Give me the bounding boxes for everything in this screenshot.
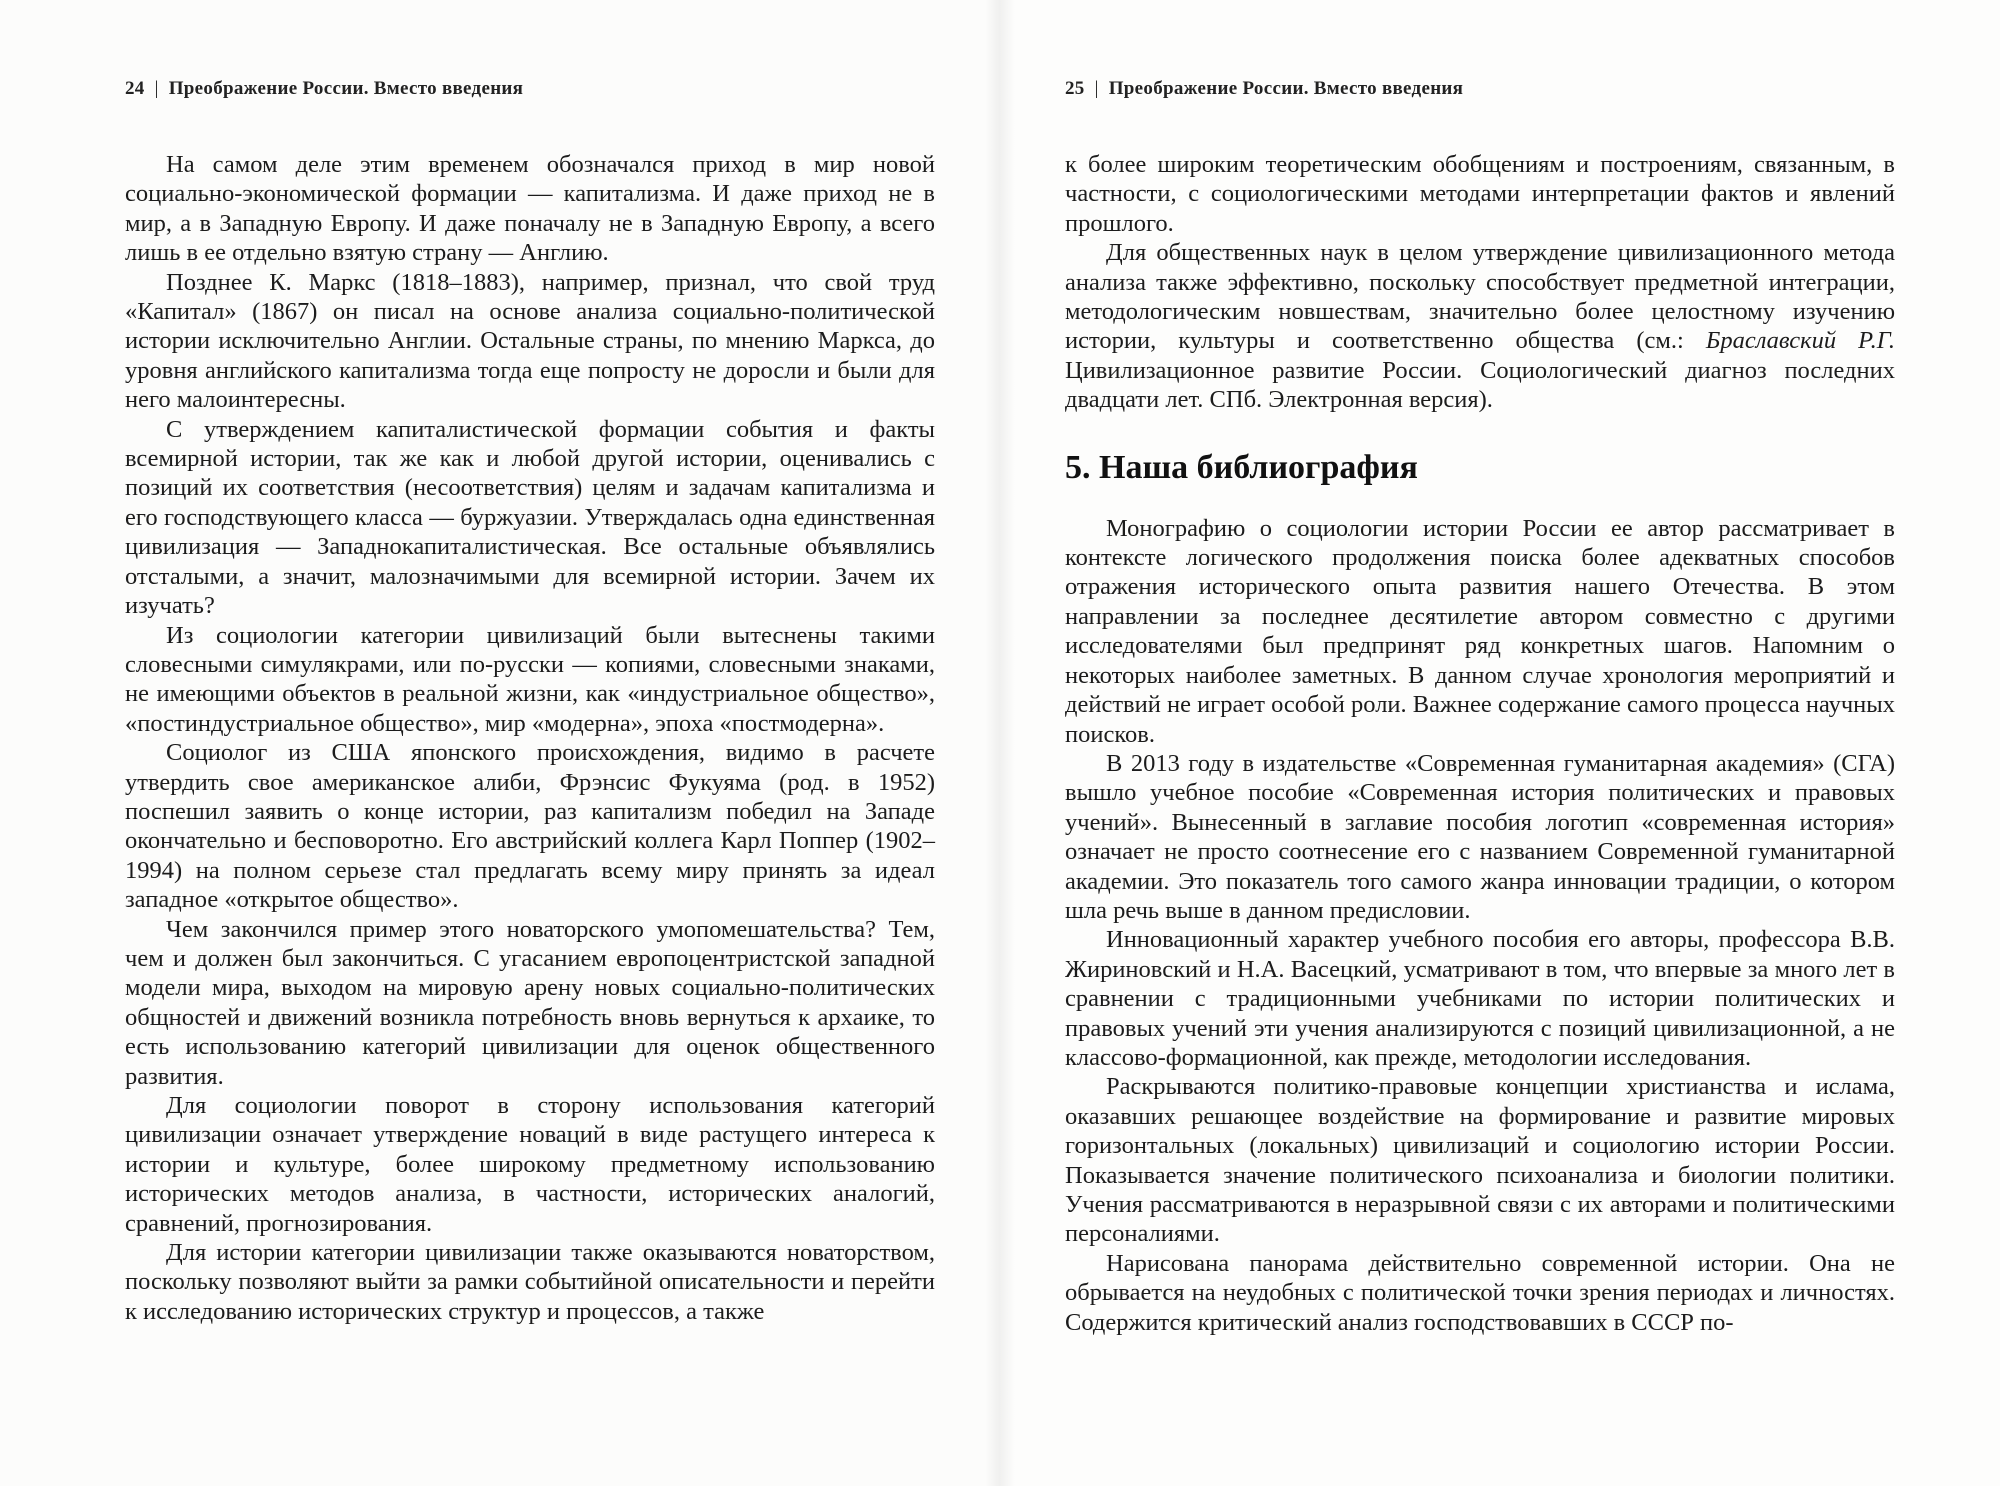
right-page-content — [1000, 0, 2000, 1486]
section-heading: 5. Наша библиография — [1065, 448, 1418, 486]
right-paragraph: В 2013 году в издательстве «Современная гуманитарная академия» (СГА) вышло учебное пособие «Современная история политических и правовых учений». Вынесенный в заглавие пособия логотип «современная история» означает не просто соотнесение его с названием Современной гуманитарной академии. Это показатель того самого жанра инновации традиции, о котором шла речь выше в данном предисловии. — [1065, 749, 1895, 924]
left-text-column — [125, 150, 935, 1326]
left-header-separator: | — [154, 78, 159, 99]
right-paragraph: Раскрываются политико-правовые концепции христианства и ислама, оказавших решающее воздействие на формирование и развитие мировых горизонтальных (локальных) цивилизаций и социологию истории России. Показывается значение политического психоанализа и биологии политики. Учения рассматриваются в неразрывной связи с их авторами и политическими персоналиями. — [1065, 1073, 1895, 1248]
left-paragraph: Социолог из США японского происхождения, видимо в расчете утвердить свое американское алиби, Фрэнсис Фукуяма (род. в 1952) поспешил заявить о конце истории, раз капитализм победил на Западе окончательно и бесповоротно. Его австрийский коллега Карл Поппер (1902–1994) на полном серьезе стал предлагать всему миру принять за идеал западное «открытое общество». — [125, 739, 935, 914]
continuation-paragraph: к более широким теоретическим обобщениям и построениям, связанным, в частности, с социологическими методами интерпретации фактов и явлений прошлого. — [1065, 151, 1895, 237]
para-text-end: Цивилизационное развитие России. Социологический диагноз последних двадцати лет. СПб. Электронная версия). — [1065, 356, 1895, 414]
right-paragraph: Нарисована панорама действительно современной истории. Она не обрывается на неудобных с политической точки зрения периодах и личностях. Содержится критический анализ господствовавших в СССР по- — [1065, 1249, 1895, 1336]
left-running-head — [125, 78, 523, 100]
left-running-title: Преображение России. Вместо введения — [168, 78, 524, 99]
right-page-number: 25 — [1065, 78, 1085, 99]
right-paragraph — [1065, 238, 1895, 414]
left-paragraph: С утверждением капиталистической формации события и факты всемирной истории, так же как и любой другой истории, оценивались с позиций их соответствия (несоответствия) целям и задачам капитализма и его господствующего класса — буржуазии. Утверждалась одна единственная цивилизация — Западнокапиталистическая. Все остальные объявлялись отсталыми, а значит, малозначимыми для всемирной истории. Зачем их изучать? — [125, 415, 935, 620]
left-paragraph: Чем закончился пример этого новаторского умопомешательства? Тем, чем и должен был закончиться. С угасанием европоцентристской западной модели мира, выходом на мировую арену новых социально-политических общностей и движений возникла потребность вновь вернуться к архаике, то есть использованию категорий цивилизации для оценок общественного развития. — [125, 915, 935, 1090]
para-text-start: Для общественных наук в целом утверждение цивилизационного метода анализа также эффективно, поскольку способствует предметной интеграции, методологическим новшествам, значительно более целостному изучению истории, культуры и соответственно общества (см.: — [1065, 239, 1895, 355]
left-paragraph: Для социологии поворот в сторону использования категорий цивилизации означает утверждение новаций в виде растущего интереса к истории и культуре, более широкому предметному использованию исторических методов анализа, в частности, исторических аналогий, сравнений, прогнозирования. — [125, 1092, 935, 1237]
left-paragraph: Позднее К. Маркс (1818–1883), например, признал, что свой труд «Капитал» (1867) он писал на основе анализа социально-политической истории исключительно Англии. Остальные страны, по мнению Маркса, до уровня английского капитализма тогда еще попросту не доросли и были для него малоинтересны. — [125, 268, 935, 414]
right-header-separator: | — [1094, 78, 1099, 99]
left-paragraph: Для истории категории цивилизации также оказываются новаторством, поскольку позволяют выйти за рамки событийной описательности и перейти к исследованию исторических структур и процессов, а также — [125, 1239, 935, 1325]
author-citation: Браславский Р.Г. — [1705, 327, 1895, 355]
left-paragraph: На самом деле этим временем обозначался приход в мир новой социально-экономической формации — капитализма. И даже приход не в мир, а в Западную Европу. И даже поначалу не в Западную Европу, а всего лишь в ее отдельно взятую страну — Англию. — [125, 151, 935, 267]
left-page-number: 24 — [125, 78, 145, 99]
right-running-title: Преображение России. Вместо введения — [1108, 78, 1464, 99]
right-running-head — [1065, 78, 1463, 100]
left-paragraph: Из социологии категории цивилизаций были вытеснены такими словесными симулякрами, или по-русски — копиями, словесными знаками, не имеющими объектов в реальной жизни, как «индустриальное общество», «постиндустриальное общество», мир «модерна», эпоха «постмодерна». — [125, 621, 935, 737]
right-text-column — [1065, 150, 1895, 1337]
right-paragraph: Инновационный характер учебного пособия его авторы, профессора В.В. Жириновский и Н.А. Васецкий, усматривают в том, что впервые за много лет в сравнении с традиционными учебниками по истории политических и правовых учений эти учения анализируются с позиций цивилизационной, а не классово-формационной, как прежде, методологии исследования. — [1065, 926, 1895, 1071]
right-paragraph: Монографию о социологии истории России ее автор рассматривает в контексте логического продолжения поиска более адекватных способов отражения исторического опыта развития нашего Отечества. В этом направлении за последнее десятилетие автором совместно с другими исследователями был предпринят ряд конкретных шагов. Напомним о некоторых наиболее заметных. В данном случае хронология мероприятий и действий не играет особой роли. Важнее содержание самого процесса научных поисков. — [1065, 514, 1895, 748]
